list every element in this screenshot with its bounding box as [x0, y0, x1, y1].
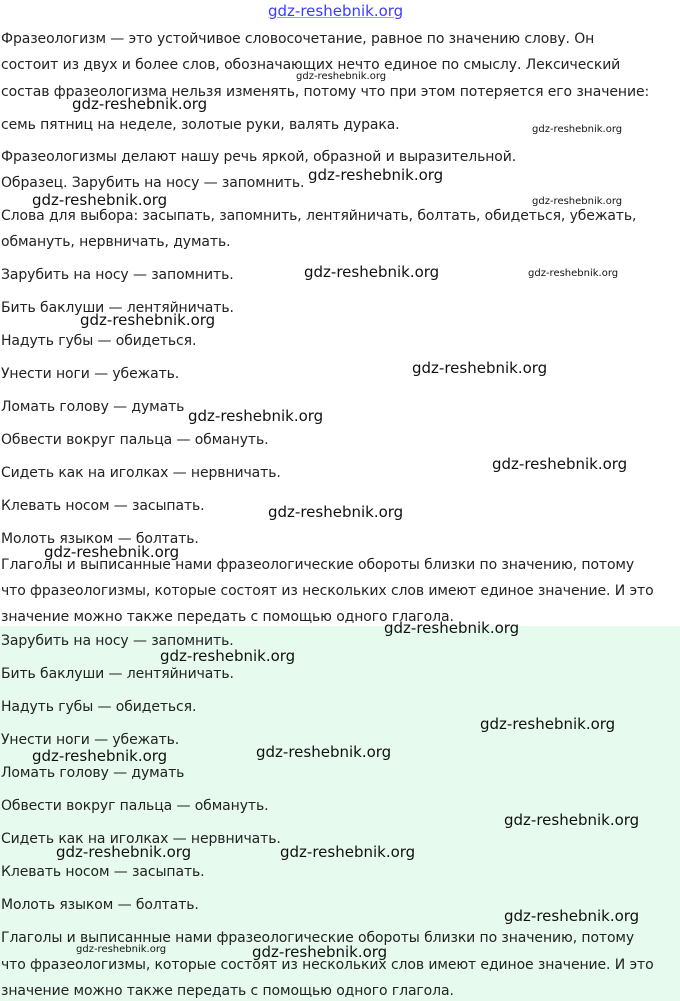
answer-pair: Обвести вокруг пальца — обмануть. [1, 798, 269, 814]
task-example: Образец. Зарубить на носу — запомнить. [1, 175, 305, 191]
watermark: gdz-reshebnik.org [504, 811, 640, 829]
task-line: Фразеологизм — это устойчивое словосочетание, равное по значению слову. Он [1, 31, 595, 47]
watermark: gdz-reshebnik.org [384, 619, 520, 637]
watermark: gdz-reshebnik.org [528, 268, 619, 279]
answer-conclusion-line: значение можно также передать с помощью одного глагола. [1, 609, 454, 625]
answer-conclusion-line: Глаголы и выписанные нами фразеологические обороты близки по значению, потому [1, 930, 635, 946]
answer-pair: Ломать голову — думать [1, 399, 185, 415]
watermark: gdz-reshebnik.org [532, 124, 623, 135]
watermark: gdz-reshebnik.org [188, 407, 324, 425]
task-line: состав фразеологизма нельзя изменять, потому что при этом потеряется его значение: [1, 84, 650, 100]
answer-pair: Клевать носом — засыпать. [1, 864, 205, 880]
watermark: gdz-reshebnik.org [308, 166, 444, 184]
watermark: gdz-reshebnik.org [160, 647, 296, 665]
answer-pair: Молоть языком — болтать. [1, 897, 199, 913]
answer-pair: Ломать голову — думать [1, 765, 185, 781]
watermark: gdz-reshebnik.org [256, 743, 392, 761]
answer-pair: Зарубить на носу — запомнить. [1, 267, 234, 283]
task-line: состоит из двух и более слов, обозначающих нечто единое по смыслу. Лексический [1, 57, 621, 73]
watermark: gdz-reshebnik.org [504, 907, 640, 925]
answer-conclusion-line: что фразеологизмы, которые состоят из нескольких слов имеют единое значение. И это [1, 583, 654, 599]
watermark: gdz-reshebnik.org [72, 95, 208, 113]
answer-pair: Обвести вокруг пальца — обмануть. [1, 432, 269, 448]
answer-pair: Надуть губы — обидеться. [1, 333, 197, 349]
watermark: gdz-reshebnik.org [280, 843, 416, 861]
watermark: gdz-reshebnik.org [76, 944, 167, 955]
watermark: gdz-reshebnik.org [532, 196, 623, 207]
answer-pair: Сидеть как на иголках — нервничать. [1, 465, 281, 481]
task-word-list: Слова для выбора: засыпать, запомнить, лентяйничать, болтать, обидеться, убежать, [1, 208, 637, 224]
site-header-link[interactable]: gdz-reshebnik.org [268, 2, 404, 20]
task-line: семь пятниц на неделе, золотые руки, валять дурака. [1, 117, 400, 133]
watermark: gdz-reshebnik.org [32, 191, 168, 209]
watermark: gdz-reshebnik.org [304, 263, 440, 281]
answer-pair: Унести ноги — убежать. [1, 732, 180, 748]
watermark: gdz-reshebnik.org [44, 543, 180, 561]
answer-pair: Клевать носом — засыпать. [1, 498, 205, 514]
answer-pair: Надуть губы — обидеться. [1, 699, 197, 715]
watermark: gdz-reshebnik.org [56, 843, 192, 861]
watermark: gdz-reshebnik.org [268, 503, 404, 521]
watermark: gdz-reshebnik.org [32, 747, 168, 765]
task-line: Фразеологизмы делают нашу речь яркой, образной и выразительной. [1, 149, 517, 165]
watermark: gdz-reshebnik.org [80, 311, 216, 329]
answer-pair: Сидеть как на иголках — нервничать. [1, 831, 281, 847]
task-word-list: обмануть, нервничать, думать. [1, 234, 231, 250]
watermark: gdz-reshebnik.org [412, 359, 548, 377]
answer-conclusion-line: что фразеологизмы, которые состоят из нескольких слов имеют единое значение. И это [1, 957, 654, 973]
answer-pair: Молоть языком — болтать. [1, 531, 199, 547]
answer-pair: Бить баклуши — лентяйничать. [1, 300, 234, 316]
watermark: gdz-reshebnik.org [492, 455, 628, 473]
answer-pair: Бить баклуши — лентяйничать. [1, 666, 234, 682]
answer-pair: Зарубить на носу — запомнить. [1, 633, 234, 649]
answer-pair: Унести ноги — убежать. [1, 366, 180, 382]
answer-conclusion-line: Глаголы и выписанные нами фразеологические обороты близки по значению, потому [1, 557, 635, 573]
watermark: gdz-reshebnik.org [480, 715, 616, 733]
watermark: gdz-reshebnik.org [296, 71, 387, 82]
answer-conclusion-line: значение можно также передать с помощью одного глагола. [1, 983, 454, 999]
watermark: gdz-reshebnik.org [252, 943, 388, 961]
